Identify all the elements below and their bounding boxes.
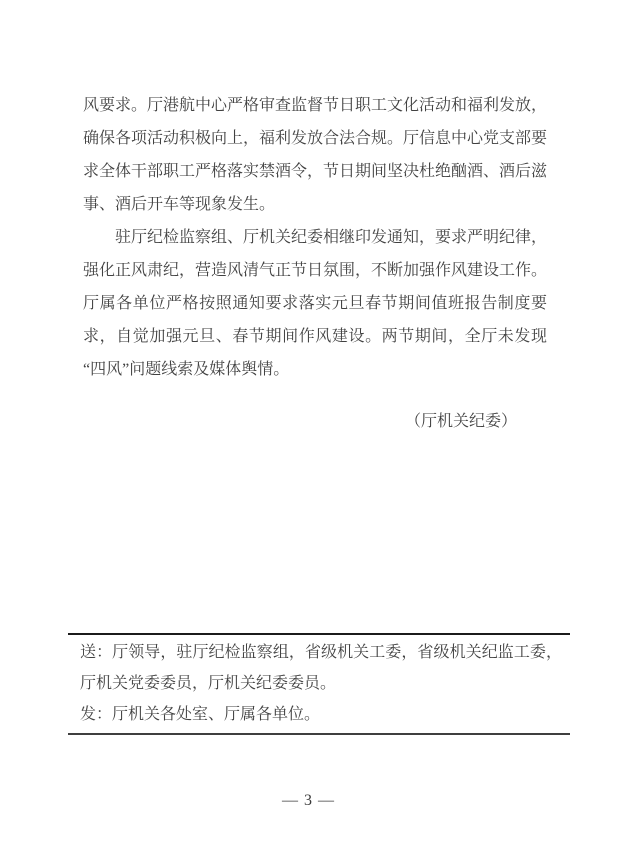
body-paragraph-1: 风要求。厅港航中心严格审查监督节日职工文化活动和福利发放，确保各项活动积极向上，福利发放合法合规。厅信息中心党支部要求全体干部职工严格落实禁酒令，节日期间坚决杜绝酗酒、酒后滋事、酒后开车等现象发生。 [83, 97, 548, 213]
document-body [83, 89, 547, 438]
body-paragraph-2: 驻厅纪检监察组、厅机关纪委相继印发通知，要求严明纪律，强化正风肃纪，营造风清气正节日氛围，不断加强作风建设工作。厅属各单位严格按照通知要求落实元旦春节期间值班报告制度要求，自觉加强元旦、春节期间作风建设。两节期间，全厅未发现“四风”问题线索及媒体舆情。 [83, 229, 548, 378]
distribution-block [68, 633, 570, 735]
page-number: — 3 — [282, 792, 335, 809]
signature-line: （厅机关纪委） [404, 413, 517, 430]
distribution-issue-line: 发：厅机关各处室、厅属各单位。 [80, 706, 321, 723]
distribution-send-line: 送：厅领导，驻厅纪检监察组，省级机关工委，省级机关纪监工委，厅机关党委委员，厅机关纪委委员。 [80, 644, 562, 692]
